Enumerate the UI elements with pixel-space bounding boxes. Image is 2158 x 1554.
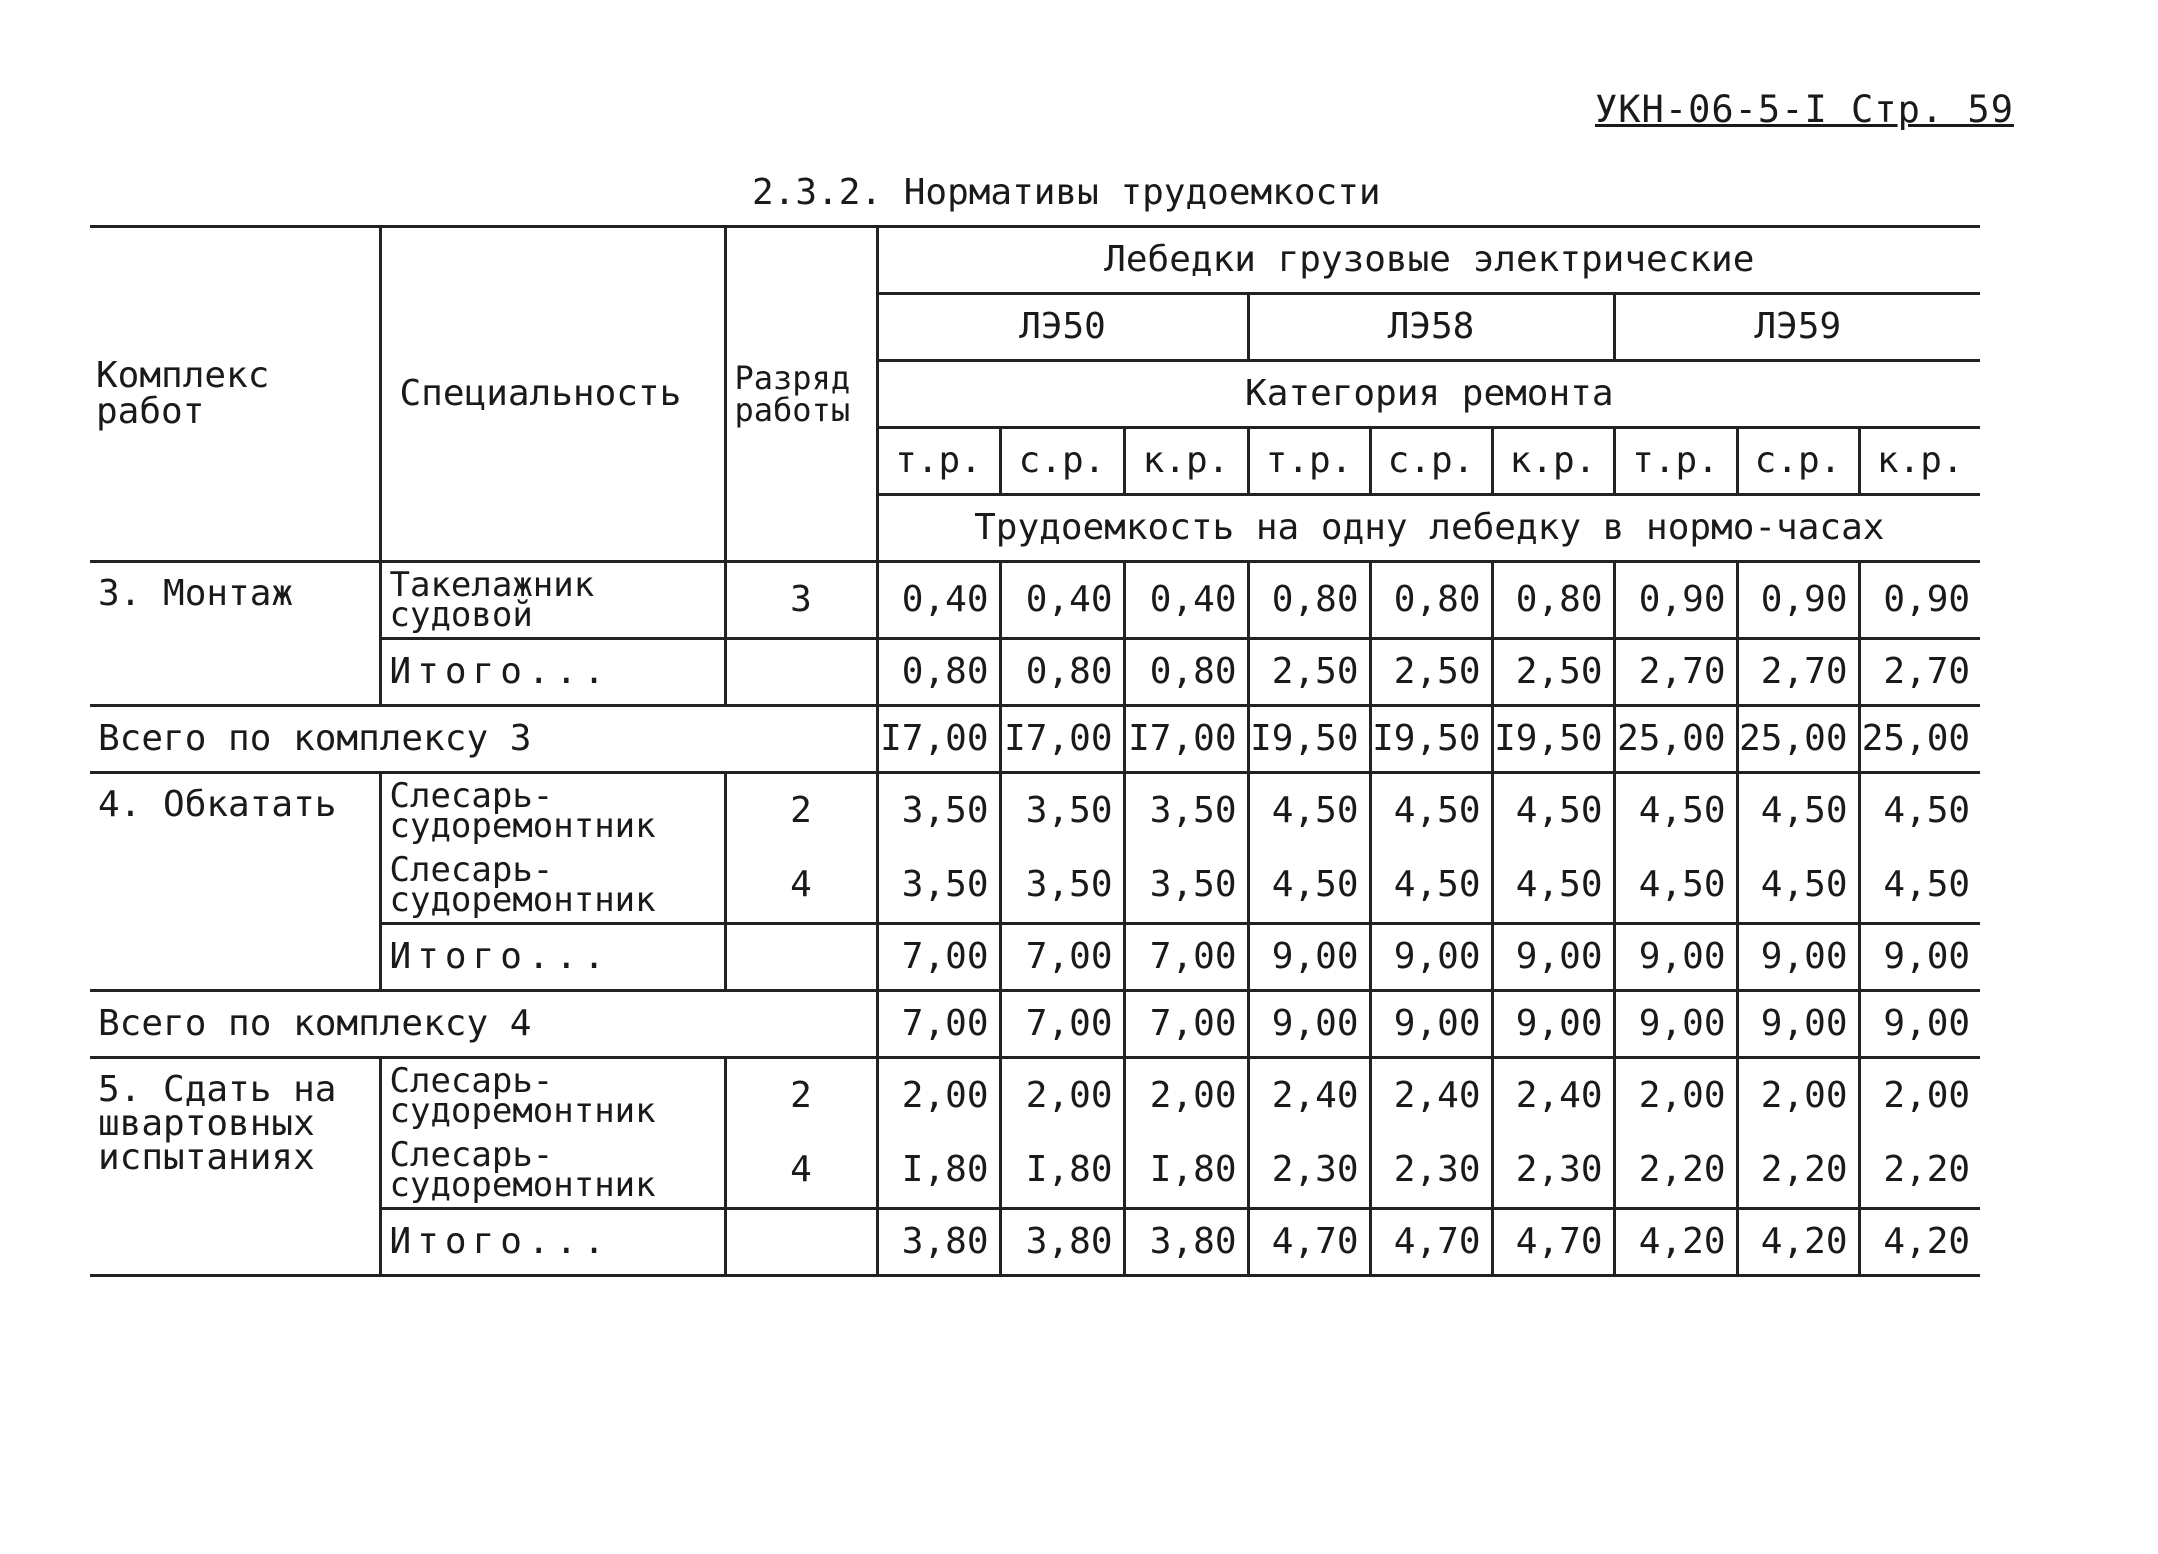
value-cell: 0,90 bbox=[1737, 562, 1859, 639]
value-cell: 3,50 bbox=[877, 773, 1000, 849]
value-cell: 0,40 bbox=[877, 562, 1000, 639]
grade-cell: 2 bbox=[725, 1058, 877, 1134]
value-cell: 3,80 bbox=[877, 1209, 1000, 1276]
value-cell: 9,00 bbox=[1248, 991, 1370, 1058]
header-repair-category: т.р. bbox=[1248, 428, 1370, 495]
table-row bbox=[90, 773, 1980, 849]
value-cell: 0,80 bbox=[1492, 562, 1614, 639]
value-cell: 7,00 bbox=[1000, 991, 1124, 1058]
grade-cell: 2 bbox=[725, 773, 877, 849]
specialty-cell: Слесарь-судоремонтник bbox=[380, 848, 725, 924]
value-cell: 4,20 bbox=[1859, 1209, 1980, 1276]
table-body bbox=[90, 227, 1980, 1276]
value-cell: 2,00 bbox=[1883, 1075, 1971, 1116]
value-cell: 2,50 bbox=[1370, 639, 1492, 706]
complex-cell: 5. Сдать на швартовных испытаниях bbox=[90, 1058, 380, 1276]
page-reference: УКН-06-5-I Стр. 59 bbox=[1595, 88, 2014, 131]
header-repair-category: т.р. bbox=[877, 428, 1000, 495]
value-cell: 2,40 bbox=[1492, 1058, 1614, 1134]
value-cell: 25,00 bbox=[1737, 706, 1859, 773]
value-cell: 9,00 bbox=[1492, 924, 1614, 991]
value-cell: 7,00 bbox=[1124, 991, 1248, 1058]
value-cell: 4,50 bbox=[1248, 773, 1370, 849]
value-cell: 2,30 bbox=[1370, 1133, 1492, 1209]
complex-cell: 3. Монтаж bbox=[90, 562, 380, 706]
value-cell: 3,80 bbox=[1124, 1209, 1248, 1276]
value-cell: 4,50 bbox=[1248, 848, 1370, 924]
header-specialty: Специальность bbox=[380, 227, 725, 562]
grade-cell-empty bbox=[725, 924, 877, 991]
value-cell: I7,00 bbox=[877, 706, 1000, 773]
specialty-cell: Такелажник судовой bbox=[380, 562, 725, 639]
header-model: ЛЭ50 bbox=[877, 294, 1248, 361]
value-cell: 4,70 bbox=[1370, 1209, 1492, 1276]
value-cell: 4,20 bbox=[1614, 1209, 1737, 1276]
header-repair-category: с.р. bbox=[1737, 428, 1859, 495]
value-cell: 2,00 bbox=[1737, 1058, 1859, 1134]
value-cell: I,80 bbox=[1000, 1133, 1124, 1209]
value-cell: 2,00 bbox=[1000, 1058, 1124, 1134]
value-cell: 4,20 bbox=[1737, 1209, 1859, 1276]
header-repair-category: с.р. bbox=[1000, 428, 1124, 495]
header-repair-category: с.р. bbox=[1370, 428, 1492, 495]
value-cell: 4,50 bbox=[1370, 773, 1492, 849]
header-group-title: Лебедки грузовые электрические bbox=[877, 227, 1980, 294]
value-cell: 7,00 bbox=[1124, 924, 1248, 991]
subtotal-label: Итого... bbox=[380, 1209, 725, 1276]
value-cell: I,80 bbox=[1124, 1133, 1248, 1209]
value-cell: 2,50 bbox=[1248, 639, 1370, 706]
value-cell: 9,00 bbox=[1859, 991, 1980, 1058]
header-repair-category: к.р. bbox=[1859, 428, 1980, 495]
value-cell: I7,00 bbox=[1124, 706, 1248, 773]
value-cell: 9,00 bbox=[1492, 991, 1614, 1058]
grade-cell: 4 bbox=[725, 1133, 877, 1209]
value-cell: 2,20 bbox=[1737, 1133, 1859, 1209]
value-cell: 25,00 bbox=[1614, 706, 1737, 773]
total-row bbox=[90, 991, 1980, 1058]
value-cell: 2,20 bbox=[1614, 1133, 1737, 1209]
value-cell: 2,70 bbox=[1737, 639, 1859, 706]
value-cell: 0,80 bbox=[877, 639, 1000, 706]
value-cell: 0,80 bbox=[1248, 562, 1370, 639]
value-cell: 3,50 bbox=[877, 848, 1000, 924]
value-cell: 2,00 bbox=[877, 1058, 1000, 1134]
value-cell: I7,00 bbox=[1000, 706, 1124, 773]
value-cell: 0,80 bbox=[1124, 639, 1248, 706]
value-cell: 4,50 bbox=[1614, 848, 1737, 924]
value-cell: I9,50 bbox=[1248, 706, 1370, 773]
value-cell: I9,50 bbox=[1370, 706, 1492, 773]
header-model: ЛЭ59 bbox=[1614, 294, 1980, 361]
value-cell: 0,80 bbox=[1370, 562, 1492, 639]
specialty-cell: Слесарь-судоремонтник bbox=[380, 773, 725, 849]
value-cell: 4,50 bbox=[1370, 848, 1492, 924]
value-cell: 3,50 bbox=[1000, 773, 1124, 849]
header-row-group bbox=[90, 227, 1980, 294]
value-cell: 9,00 bbox=[1248, 924, 1370, 991]
value-cell: 9,00 bbox=[1614, 991, 1737, 1058]
complex-cell: 4. Обкатать bbox=[90, 773, 380, 991]
value-cell: 4,50 bbox=[1859, 848, 1980, 924]
value-cell: 7,00 bbox=[877, 924, 1000, 991]
value-cell: 0,90 bbox=[1614, 562, 1737, 639]
header-repair-category: к.р. bbox=[1492, 428, 1614, 495]
value-cell: 2,30 bbox=[1492, 1133, 1614, 1209]
value-cell: 2,70 bbox=[1614, 639, 1737, 706]
specialty-cell: Слесарь-судоремонтник bbox=[380, 1058, 725, 1134]
value-cell: 9,00 bbox=[1614, 924, 1737, 991]
value-cell: 2,40 bbox=[1370, 1058, 1492, 1134]
value-cell: 2,00 bbox=[1614, 1058, 1737, 1134]
value-cell: 0,80 bbox=[1000, 639, 1124, 706]
value-cell: 0,40 bbox=[1124, 562, 1248, 639]
value-cell: 2,40 bbox=[1248, 1058, 1370, 1134]
grade-cell: 3 bbox=[725, 562, 877, 639]
total-row bbox=[90, 706, 1980, 773]
value-cell: 9,00 bbox=[1737, 924, 1859, 991]
value-cell: 25,00 bbox=[1859, 706, 1980, 773]
grade-cell-empty bbox=[725, 639, 877, 706]
value-cell: 4,70 bbox=[1492, 1209, 1614, 1276]
value-cell: 3,80 bbox=[1000, 1209, 1124, 1276]
header-unit-title: Трудоемкость на одну лебедку в нормо-часах bbox=[877, 495, 1980, 562]
value-cell: 2,00 bbox=[1124, 1058, 1248, 1134]
labor-norms-table-container bbox=[90, 225, 1980, 1277]
table-row bbox=[90, 1058, 1980, 1134]
value-cell: 2,70 bbox=[1859, 639, 1980, 706]
value-cell: 4,70 bbox=[1248, 1209, 1370, 1276]
grade-cell-empty bbox=[725, 706, 877, 773]
header-complex: Комплекс работ bbox=[90, 227, 380, 562]
grade-cell-empty bbox=[725, 991, 877, 1058]
value-cell: 4,50 bbox=[1883, 790, 1971, 831]
value-cell: 9,00 bbox=[1370, 991, 1492, 1058]
value-cell: 7,00 bbox=[1000, 924, 1124, 991]
header-category-title: Категория ремонта bbox=[877, 361, 1980, 428]
value-cell: 9,00 bbox=[1737, 991, 1859, 1058]
grade-cell: 4 bbox=[725, 848, 877, 924]
labor-norms-table bbox=[90, 225, 1980, 1277]
value-cell: 4,50 bbox=[1492, 848, 1614, 924]
grade-cell-empty bbox=[725, 1209, 877, 1276]
value-cell: 7,00 bbox=[877, 991, 1000, 1058]
table-row bbox=[90, 562, 1980, 639]
subtotal-label: Итого... bbox=[380, 639, 725, 706]
value-cell: 4,50 bbox=[1737, 848, 1859, 924]
header-repair-category: т.р. bbox=[1614, 428, 1737, 495]
total-label: Всего по комплексу 4 bbox=[90, 991, 725, 1058]
value-cell: 0,40 bbox=[1000, 562, 1124, 639]
subtotal-label: Итого... bbox=[380, 924, 725, 991]
value-cell: I9,50 bbox=[1492, 706, 1614, 773]
value-cell: 3,50 bbox=[1000, 848, 1124, 924]
value-cell: 2,30 bbox=[1248, 1133, 1370, 1209]
value-cell: 2,20 bbox=[1859, 1133, 1980, 1209]
value-cell: 4,50 bbox=[1614, 773, 1737, 849]
value-cell: I,80 bbox=[877, 1133, 1000, 1209]
header-grade: Разряд работы bbox=[725, 227, 877, 562]
value-cell: 4,50 bbox=[1492, 773, 1614, 849]
header-model: ЛЭ58 bbox=[1248, 294, 1614, 361]
total-label: Всего по комплексу 3 bbox=[90, 706, 725, 773]
header-repair-category: к.р. bbox=[1124, 428, 1248, 495]
value-cell: 3,50 bbox=[1124, 848, 1248, 924]
specialty-cell: Слесарь-судоремонтник bbox=[380, 1133, 725, 1209]
value-cell: 2,50 bbox=[1492, 639, 1614, 706]
value-cell: 9,00 bbox=[1370, 924, 1492, 991]
value-cell: 3,50 bbox=[1124, 773, 1248, 849]
section-title: 2.3.2. Нормативы трудоемкости bbox=[752, 172, 1381, 213]
value-cell: 4,50 bbox=[1737, 773, 1859, 849]
value-cell: 0,90 bbox=[1859, 562, 1980, 639]
value-cell: 9,00 bbox=[1859, 924, 1980, 991]
